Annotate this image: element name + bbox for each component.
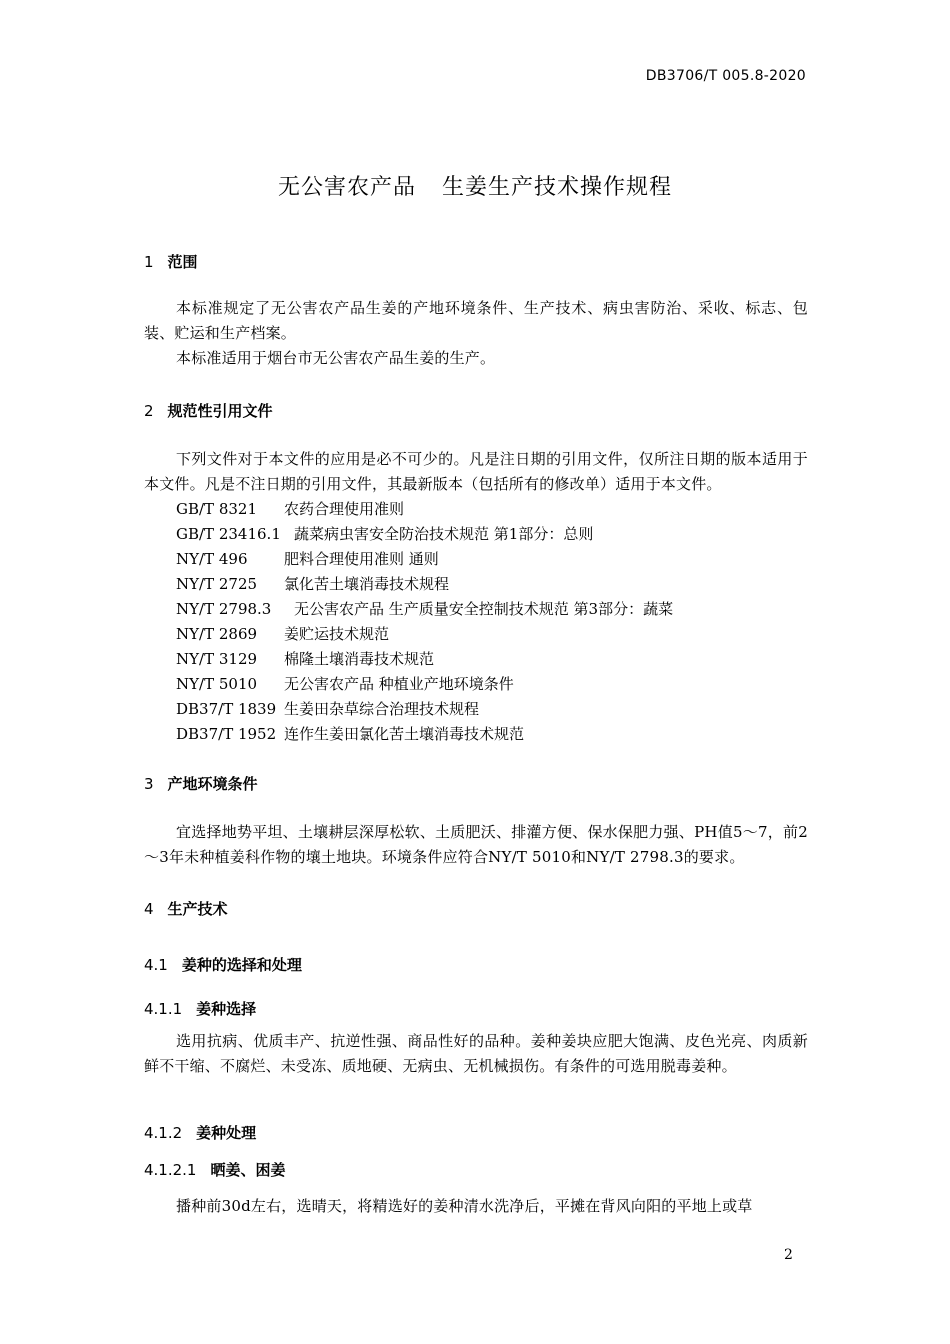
reference-code: DB37/T 1952 xyxy=(176,725,277,743)
section-number: 3 xyxy=(144,775,154,793)
reference-item xyxy=(176,547,673,572)
section-4-heading xyxy=(144,898,228,919)
section-4-1-2-1-heading xyxy=(144,1159,286,1180)
section-4-1-heading xyxy=(144,954,302,975)
section-1-paragraph-2: 本标准适用于烟台市无公害农产品生姜的生产。 xyxy=(176,349,496,367)
section-4-1-2-heading xyxy=(144,1122,256,1143)
reference-name: 蔬菜病虫害安全防治技术规范 第1部分：总则 xyxy=(294,525,594,543)
reference-item xyxy=(176,572,673,597)
reference-code: NY/T 496 xyxy=(176,550,248,568)
title-part-2: 生姜生产技术操作规程 xyxy=(442,175,673,200)
section-4-1-1-heading xyxy=(144,998,256,1019)
reference-code: DB37/T 1839 xyxy=(176,700,277,718)
section-title: 姜种的选择和处理 xyxy=(181,956,302,974)
reference-name: 无公害农产品 生产质量安全控制技术规范 第3部分：蔬菜 xyxy=(294,600,674,618)
reference-name: 氯化苦土壤消毒技术规程 xyxy=(284,575,450,593)
reference-name: 棉隆土壤消毒技术规范 xyxy=(284,650,435,668)
section-title: 范围 xyxy=(167,253,198,271)
page-number: 2 xyxy=(784,1247,793,1263)
section-number: 4.1.2 xyxy=(144,1124,183,1142)
section-number: 4.1.2.1 xyxy=(144,1161,197,1179)
section-4-1-2-1-paragraph-1: 播种前30d左右，选晴天，将精选好的姜种清水洗净后，平摊在背风向阳的平地上或草 xyxy=(176,1197,753,1215)
reference-item xyxy=(176,722,673,747)
section-number: 1 xyxy=(144,253,154,271)
section-title: 产地环境条件 xyxy=(167,775,258,793)
section-number: 2 xyxy=(144,402,154,420)
section-3-paragraph-1: 宜选择地势平坦、土壤耕层深厚松软、土质肥沃、排灌方便、保水保肥力强、PH值5～7，前2～3年未种植姜科作物的壤土地块。环境条件应符合NY/T 5010和NY/T 2798.3的要求。 xyxy=(144,823,808,866)
reference-list xyxy=(176,497,673,747)
reference-name: 连作生姜田氯化苦土壤消毒技术规范 xyxy=(284,725,525,743)
reference-name: 姜贮运技术规范 xyxy=(284,625,390,643)
reference-item xyxy=(176,622,673,647)
reference-name: 无公害农产品 种植业产地环境条件 xyxy=(284,675,514,693)
section-2-heading xyxy=(144,400,273,421)
reference-code: GB/T 8321 xyxy=(176,500,258,518)
section-title: 姜种处理 xyxy=(196,1124,257,1142)
title-part-1: 无公害农产品 xyxy=(277,175,416,200)
reference-item xyxy=(176,697,673,722)
section-1-paragraph-1: 本标准规定了无公害农产品生姜的产地环境条件、生产技术、病虫害防治、采收、标志、包装、贮运和生产档案。 xyxy=(144,299,808,342)
reference-code: NY/T 2869 xyxy=(176,625,258,643)
section-title: 晒姜、困姜 xyxy=(210,1161,286,1179)
reference-item xyxy=(176,522,673,547)
page-title xyxy=(0,170,950,201)
reference-item xyxy=(176,672,673,697)
reference-item xyxy=(176,647,673,672)
reference-name: 农药合理使用准则 xyxy=(284,500,405,518)
reference-code: NY/T 2725 xyxy=(176,575,258,593)
reference-code: GB/T 23416.1 xyxy=(176,525,281,543)
reference-name: 肥料合理使用准则 通则 xyxy=(284,550,439,568)
reference-item xyxy=(176,597,673,622)
document-code: DB3706/T 005.8-2020 xyxy=(645,68,806,84)
section-number: 4 xyxy=(144,900,154,918)
section-number: 4.1.1 xyxy=(144,1000,183,1018)
section-1-heading xyxy=(144,251,198,272)
reference-code: NY/T 3129 xyxy=(176,650,258,668)
section-3-heading xyxy=(144,773,258,794)
section-title: 规范性引用文件 xyxy=(167,402,273,420)
section-number: 4.1 xyxy=(144,956,168,974)
reference-code: NY/T 5010 xyxy=(176,675,258,693)
reference-name: 生姜田杂草综合治理技术规程 xyxy=(284,700,480,718)
section-2-paragraph-1: 下列文件对于本文件的应用是必不可少的。凡是注日期的引用文件，仅所注日期的版本适用于本文件。凡是不注日期的引用文件，其最新版本（包括所有的修改单）适用于本文件。 xyxy=(144,450,808,493)
section-title: 生产技术 xyxy=(167,900,228,918)
section-4-1-1-paragraph-1: 选用抗病、优质丰产、抗逆性强、商品性好的品种。姜种姜块应肥大饱满、皮色光亮、肉质新鲜不干缩、不腐烂、未受冻、质地硬、无病虫、无机械损伤。有条件的可选用脱毒姜种。 xyxy=(144,1032,808,1075)
section-title: 姜种选择 xyxy=(196,1000,257,1018)
reference-code: NY/T 2798.3 xyxy=(176,600,272,618)
reference-item xyxy=(176,497,673,522)
